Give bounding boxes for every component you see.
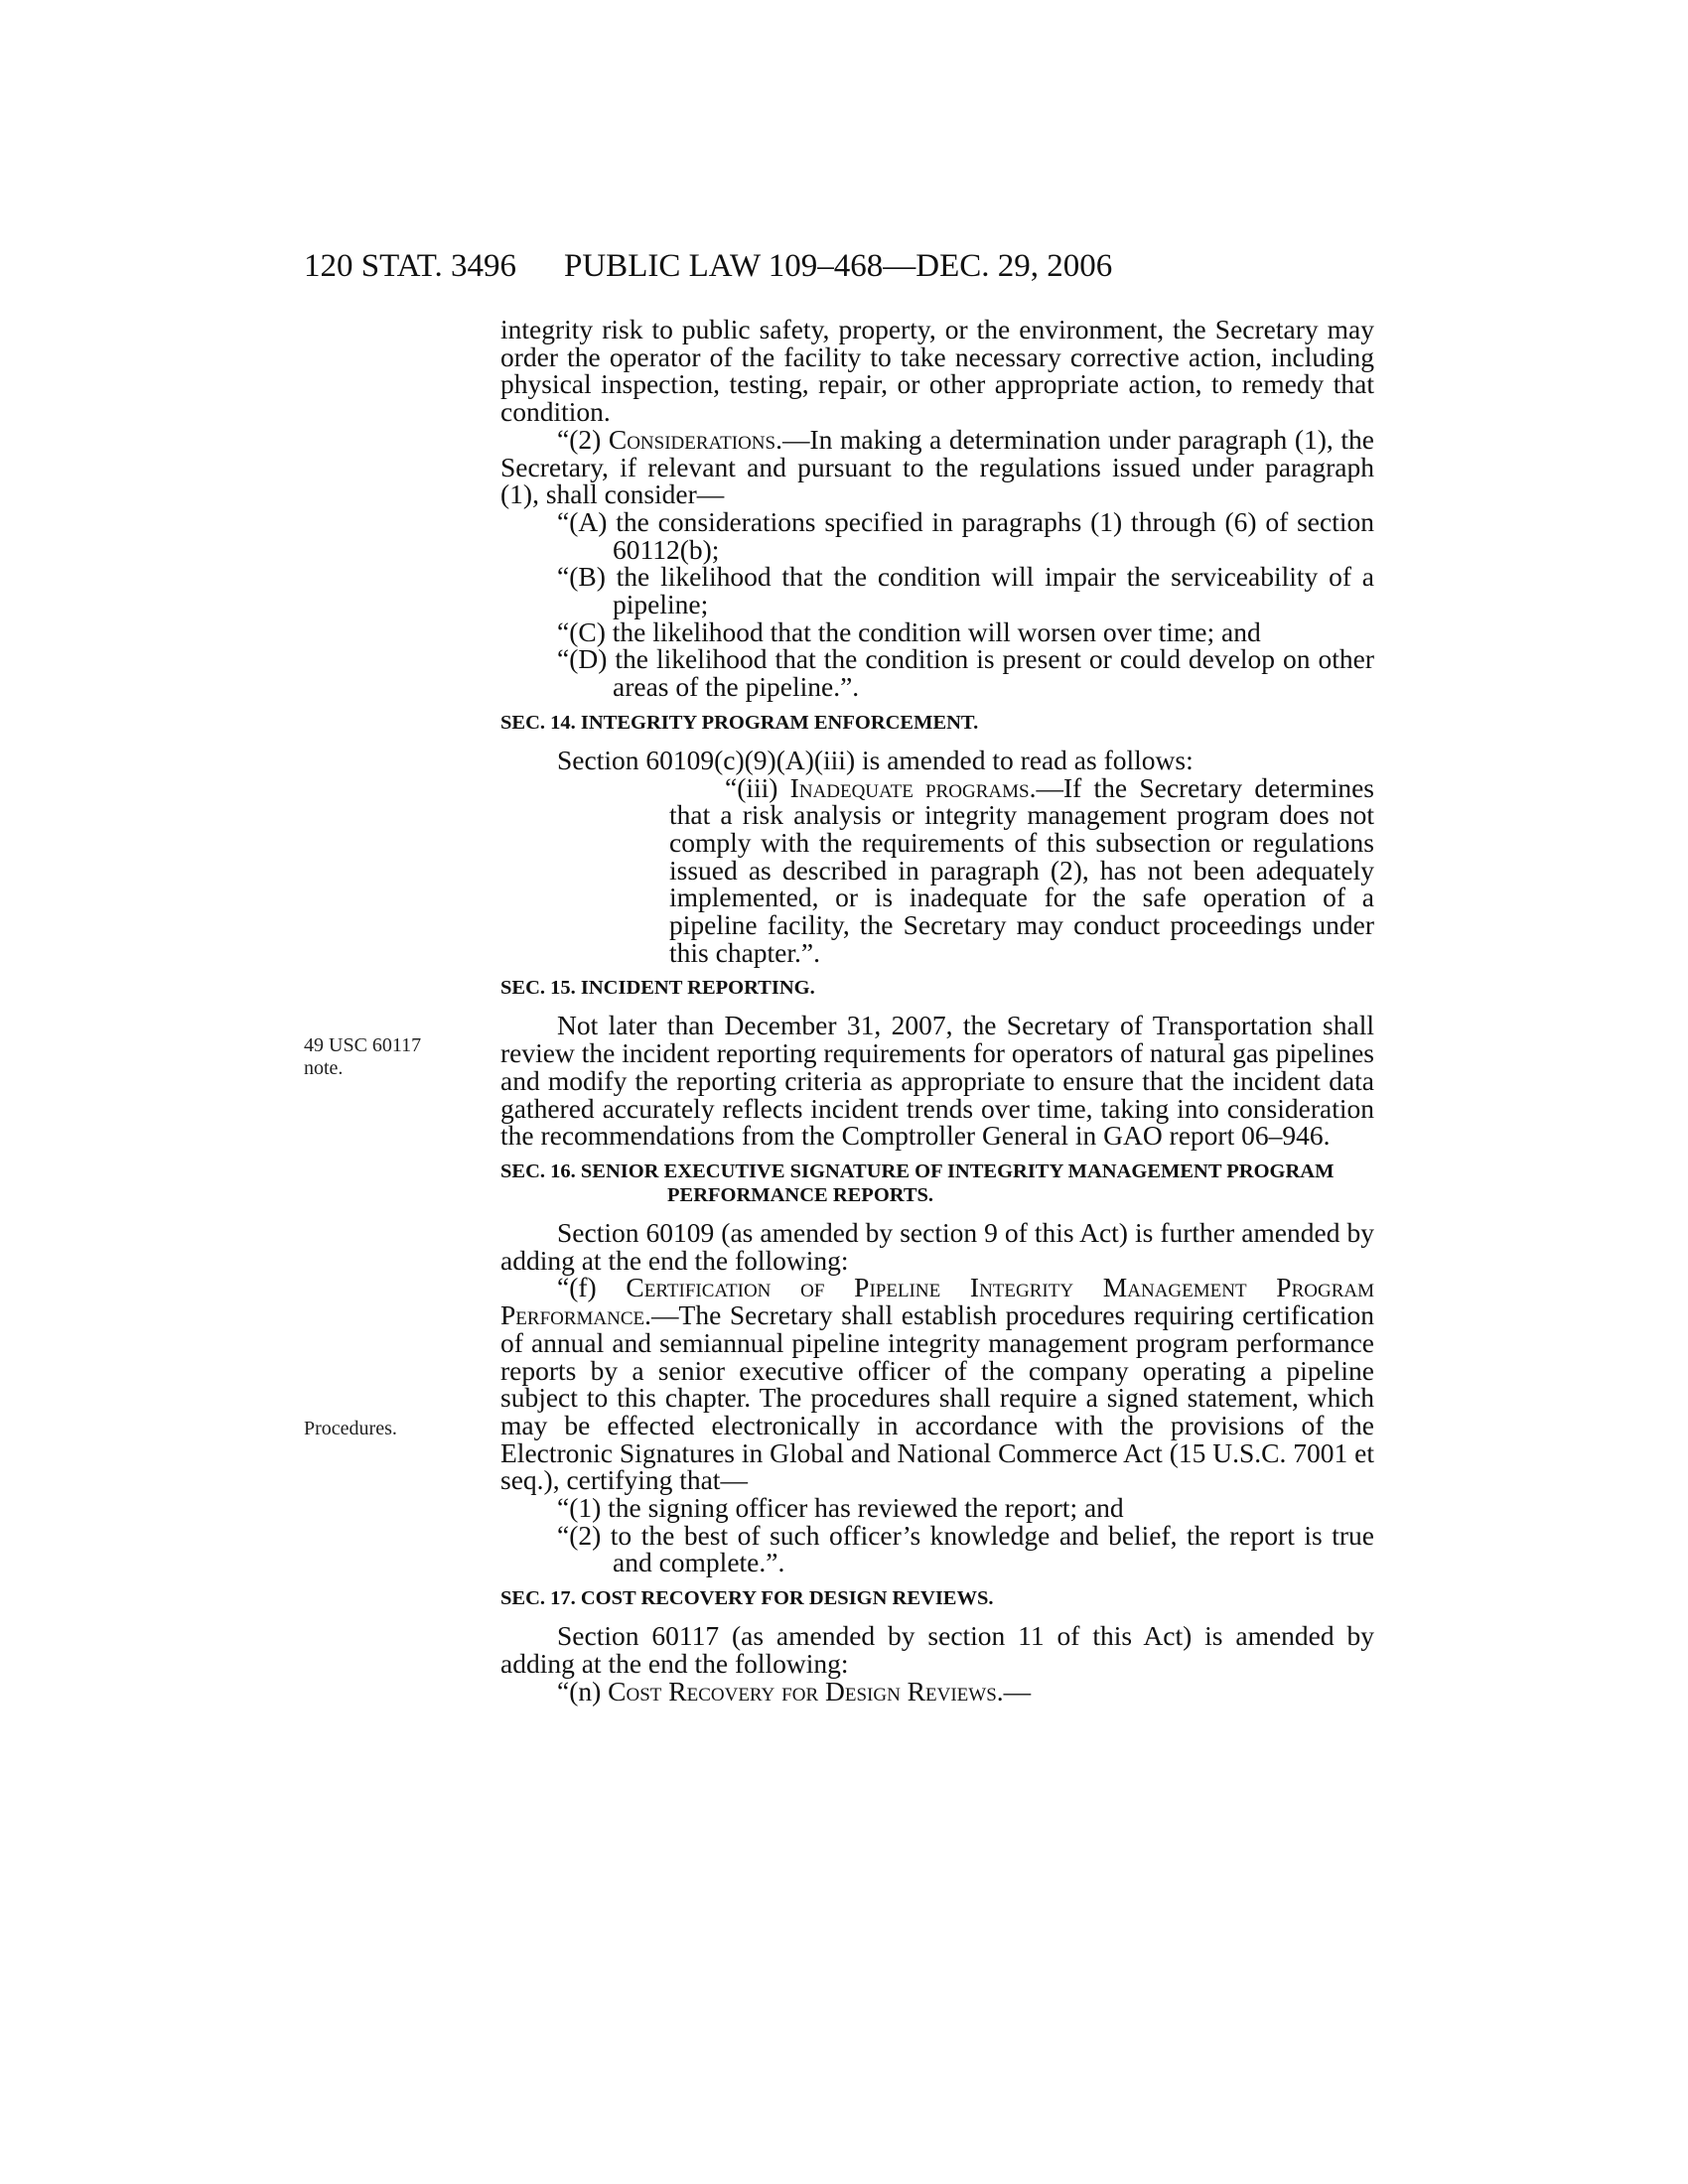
- subsection-f: [500, 1274, 1374, 1494]
- subsection-n-lead: “(n): [557, 1675, 609, 1706]
- item-a: “(A) the considerations specified in paragraphs (1) through (6) of section 60112(b);: [557, 505, 1374, 565]
- margin-note-usc-line2: note.: [304, 1057, 344, 1079]
- margin-note-usc: [304, 1034, 421, 1080]
- subsection-f-heading: Certification of Pipeline Integrity Management Program Performance: [500, 1272, 1375, 1331]
- clause-iii-lead: “(iii): [725, 771, 790, 803]
- paragraph-considerations: [500, 423, 1374, 510]
- item-c: “(C) the likelihood that the condition will worsen over time; and: [557, 615, 1261, 647]
- running-title: PUBLIC LAW 109–468—DEC. 29, 2006: [564, 248, 1113, 284]
- considerations-heading: Considerations: [608, 423, 776, 455]
- item-d: “(D) the likelihood that the condition is present or could develop on other areas of the pipeline.”.: [557, 643, 1374, 703]
- subsection-n-heading: Cost Recovery for Design Reviews: [608, 1675, 997, 1706]
- paragraph-continuation: integrity risk to public safety, property, or the environment, the Secretary may order the operator of the facility to take necessary corrective action, including physical inspection, testing, repair, or other appropriate action, to remedy that condition.: [500, 314, 1374, 428]
- section-16-text: Section 60109 (as amended by section 9 of this Act) is further amended by adding at the end the following:: [500, 1216, 1374, 1276]
- subsection-f-item-1: “(1) the signing officer has reviewed the report; and: [557, 1492, 1124, 1524]
- subsection-f-lead: “(f): [557, 1272, 627, 1303]
- subsection-f-text: .—The Secretary shall establish procedures requiring certification of annual and semiannual pipeline integrity management program performance reports by a senior executive officer of the company operating a pipeline subject to this chapter. The procedures shall require a signed statement, which may be effected electronically in accordance with the provisions of the Electronic Signatures in Global and National Commerce Act (15 U.S.C. 7001 et seq.), certifying that—: [500, 1299, 1374, 1496]
- clause-iii-text: .—If the Secretary determines that a risk analysis or integrity management program does not comply with the requirements of this subsection or regulations issued as described in paragraph (2), has not been adequately implemented, or is inadequate for the safe operation of a pipeline facility, the Secretary may conduct proceedings under this chapter.”.: [669, 771, 1374, 968]
- section-14-text: Section 60109(c)(9)(A)(iii) is amended to read as follows:: [557, 744, 1194, 775]
- margin-note-procedures: Procedures.: [304, 1418, 397, 1439]
- section-14-heading: SEC. 14. INTEGRITY PROGRAM ENFORCEMENT.: [500, 711, 979, 734]
- page-header: [304, 248, 1390, 288]
- considerations-text: .—In making a determination under paragraph (1), the Secretary, if relevant and pursuant to the regulations issued under paragraph (1), shall consider—: [500, 423, 1374, 510]
- item-b: “(B) the likelihood that the condition will impair the serviceability of a pipeline;: [557, 561, 1374, 620]
- clause-iii: [669, 771, 1374, 968]
- considerations-lead: “(2): [557, 423, 609, 455]
- section-15-heading: SEC. 15. INCIDENT REPORTING.: [500, 977, 815, 1000]
- clause-iii-heading: Inadequate programs: [789, 771, 1030, 803]
- section-15-text: Not later than December 31, 2007, the Secretary of Transportation shall review the incident reporting requirements for operators of natural gas pipelines and modify the reporting criteria as appropriate to ensure that the incident data gathered accurately reflects incident trends over time, taking into consideration the recommendations from the Comptroller General in GAO report 06–946.: [500, 1010, 1374, 1152]
- section-16-heading: SEC. 16. SENIOR EXECUTIVE SIGNATURE OF INTEGRITY MANAGEMENT PROGRAM PERFORMANCE REPORTS.: [500, 1160, 1335, 1206]
- section-17-heading: SEC. 17. COST RECOVERY FOR DESIGN REVIEWS.: [500, 1587, 994, 1610]
- margin-note-usc-line1: 49 USC 60117: [304, 1034, 422, 1056]
- document-body: [500, 316, 1374, 1705]
- subsection-n: [500, 1675, 1374, 1706]
- subsection-f-item-2: “(2) to the best of such officer’s knowledge and belief, the report is true and complete.”.: [557, 1519, 1374, 1578]
- stat-citation: 120 STAT. 3496: [304, 248, 517, 284]
- subsection-n-tail: .—: [996, 1675, 1032, 1706]
- section-17-text: Section 60117 (as amended by section 11 of this Act) is amended by adding at the end the following:: [500, 1620, 1374, 1679]
